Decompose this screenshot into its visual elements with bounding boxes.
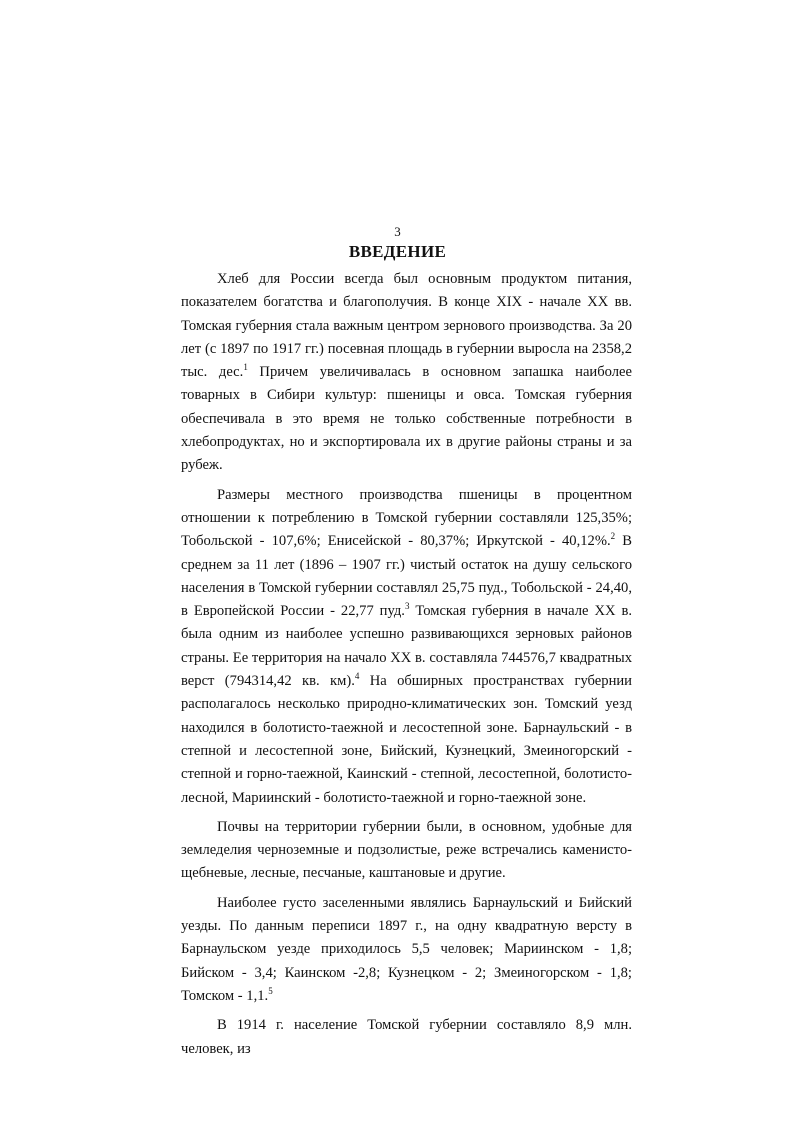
footnote-ref: 1 — [243, 362, 248, 373]
paragraph-text: Хлеб для России всегда был основным продуктом питания, показателем богатства и благополучия. В конце XIX - начале XX вв. Томская губерния стала важным центром зернового производства. За 20 лет (с 1897 по 1917 гг.) посевная площадь в губернии выросла на 2358,2 тыс. дес. — [181, 271, 632, 381]
paragraph-text: Томская губерния в начале XX в. была одним из наиболее успешно развивающихся зерновых районов страны. Ее территория на начало XX в. составляла 744576,7 квадратных верст (794314,42 кв. км). — [181, 603, 632, 690]
paragraph-text: В среднем за 11 лет (1896 – 1907 гг.) чистый остаток на душу сельского населения в Томской губернии составлял 25,75 пуд., Тобольской - 24,40, в Европейской России - 22,77 пуд. — [181, 533, 632, 620]
footnote-ref: 3 — [404, 601, 410, 612]
paragraph — [181, 816, 632, 886]
paragraph-text: Наиболее густо заселенными являлись Барнаульский и Бийский уезды. По данным переписи 1897 г., на одну квадратную версту в Барнаульском уезде приходилось 5,5 человек; Мариинском - 1,8; Бийском - 3,4; Каинском -2,8; Кузнецком - 2; Змеиногорском - 1,8; Томском - 1,1. — [181, 894, 632, 1004]
paragraph-text: Причем увеличивалась в основном запашка наиболее товарных в Сибири культур: пшеницы и овса. Томская губерния обеспечивала в это время не только собственные потребности в хлебопродуктах, но и экспортировала их в другие районы страны и за рубеж. — [181, 364, 633, 474]
paragraph — [181, 484, 632, 810]
paragraph — [181, 1014, 632, 1061]
footnote-ref: 4 — [354, 671, 360, 682]
paragraph-text: Почвы на территории губернии были, в основном, удобные для земледелия черноземные и подзолистые, реже встречались каменисто-щебневые, лесные, песчаные, каштановые и другие. — [181, 818, 632, 882]
paragraph-text: На обширных пространствах губернии располагалось несколько природно-климатических зон. Томский уезд находился в болотисто-таежной и лесостепной зоне. Барнаульский - в степной и лесостепной зоне, Бийский, Кузнецкий, Змеиногорский - степной и горно-таежной, Каинский - степной, лесостепной, болотисто-лесной, Мариинский - болотисто-таежной и горно-таежной зоне. — [181, 673, 632, 806]
paragraph-text: Размеры местного производства пшеницы в процентном отношении к потреблению в Томской губернии составляли 125,35%; Тобольской - 107,6%; Енисейской - 80,37%; Иркутской - 40,12%. — [181, 486, 632, 550]
paragraph — [181, 892, 632, 1008]
paragraph-text: В 1914 г. население Томской губернии составляло 8,9 млн. человек, из — [181, 1017, 632, 1057]
body-text — [181, 268, 632, 1067]
footnote-ref: 2 — [610, 531, 616, 542]
page-number: 3 — [394, 224, 401, 239]
footnote-ref: 5 — [268, 985, 273, 996]
paragraph — [181, 268, 632, 478]
section-heading: ВВЕДЕНИЕ — [348, 242, 447, 261]
